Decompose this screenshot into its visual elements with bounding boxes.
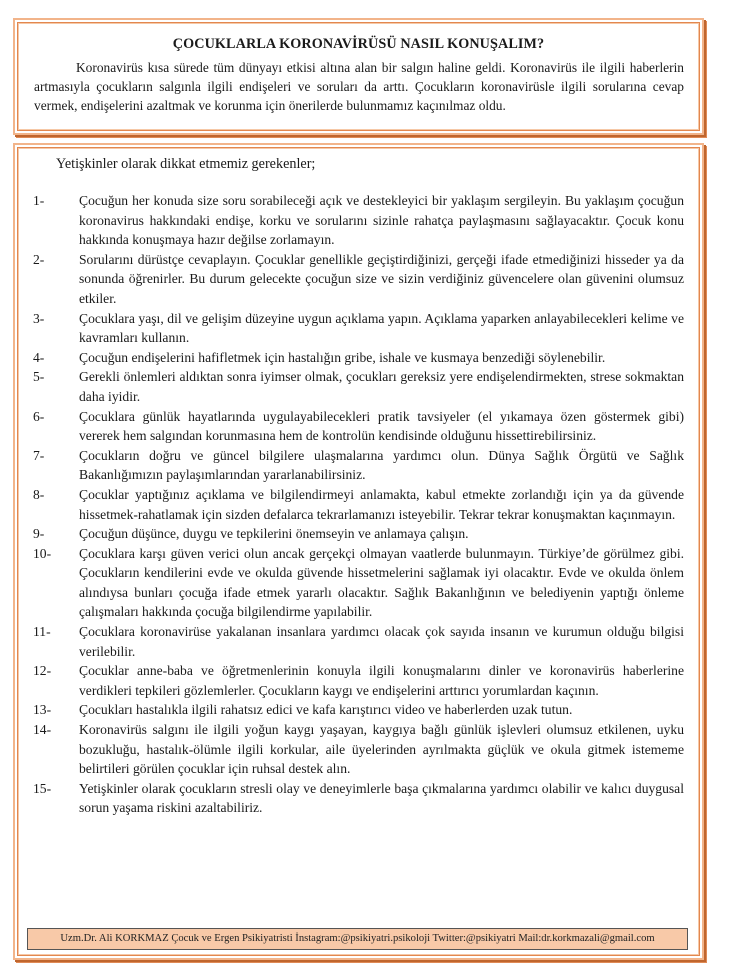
list-item (23, 250, 684, 309)
item-text: Çocuklara karşı güven verici olun ancak gerçekçi olmayan vaatlerde bulunmayın. Türkiye’de görülmez gibi. Çocukların kendilerini evde ve okulda güvende hissetmelerini sağlamak iyi olacaktır. Evde ve okulda önlem alındıysa bunları çocuğa ifade etmek yararlı olacaktır. Sağlık Bakanlığının ve belediyenin yaptığı önleme çalışmaları hakkında çocuğa bilgilendirme yapılabilir. (79, 545, 684, 620)
item-number: 6- (33, 408, 45, 424)
author-footer: Uzm.Dr. Ali KORKMAZ Çocuk ve Ergen Psikiyatristi İnstagram:@psikiyatri.psikoloji Twitter:@psikiyatri Mail:dr.korkmazali@gmail.com (27, 928, 688, 950)
guidelines-box (13, 143, 704, 960)
list-item (23, 622, 684, 661)
item-number: 14- (33, 722, 52, 738)
item-text: Çocuklara günlük hayatlarında uygulayabilecekleri pratik tavsiyeler (el yıkamaya özen göstermek gibi) vererek hem salgından korunmasına hem de kontrolün kendisinde olduğunu hissettirebilirsiniz. (79, 408, 684, 444)
item-number: 1- (33, 193, 45, 208)
list-item (23, 367, 684, 406)
item-number: 10- (33, 545, 52, 561)
item-text: Çocuklara yaşı, dil ve gelişim düzeyine uygun açıklama yapın. Açıklama yaparken anlayabilecekleri kelime ve kavramları kullanın. (79, 310, 684, 346)
item-text: Çocuklar yaptığınız açıklama ve bilgilendirmeyi anlamakta, kabul etmekte zorlandığı için ya da güvende hissetmek-rahatlamak için sizden defalarca tekrarlamanızı isteyebilir. Tekrar tekrar konuşmaktan kaçınmayın. (79, 486, 684, 522)
item-number: 2- (33, 251, 45, 267)
section-heading: Yetişkinler olarak dikkat etmemiz gerekenler; (56, 156, 316, 172)
item-text: Çocuklar anne-baba ve öğretmenlerinin konuyla ilgili konuşmalarını dinler ve koronavirüs haberlerine verdikleri tepkileri gözlemlerler. Çocukların kaygı ve endişelerini arttırıcı yorumlardan kaçının. (79, 663, 684, 698)
item-number: 13- (33, 702, 52, 718)
list-item (23, 191, 684, 250)
list-item (23, 485, 684, 524)
intro-paragraph: Koronavirüs kısa sürede tüm dünyayı etkisi altına alan bir salgın haline geldi. Koronavirüs ile ilgili haberlerin artmasıyla çocukların salgınla ilgili endişeleri ve soruları da arttı. Çocukların koronavirüsle ilgili sorularına cevap vermek, endişelerini azaltmak ve korunma için önerilerde bulunmamız kaçınılmaz oldu. (34, 60, 684, 113)
guidelines-list (23, 191, 684, 818)
item-text: Çocuklara koronavirüse yakalanan insanlara yardımcı olacak çok sayıda insanın ve kurumun olduğu bilgisi verilebilir. (79, 624, 684, 659)
intro-box (13, 18, 704, 135)
item-text: Yetişkinler olarak çocukların stresli olay ve deneyimlerle başa çıkmalarına yardımcı olabilir ve kalıcı duygusal sorun yaşama riskini azaltabiliriz. (79, 780, 684, 816)
item-number: 15- (33, 780, 52, 796)
item-text: Çocuğun her konuda size soru sorabileceği açık ve destekleyici bir yaklaşım sergileyin. Bu yaklaşım çocuğun koronavirus hakkındaki endişe, korku ve sorularını sizinle rahatça paylaşmasını sağlayacaktır. Çocuk konu hakkında konuşmaya hazır değilse zorlamayın. (79, 193, 684, 248)
item-number: 7- (33, 447, 45, 463)
item-text: Çocukları hastalıkla ilgili rahatsız edici ve kafa karıştırıcı video ve haberlerden uzak tutun. (79, 702, 573, 718)
list-item (23, 661, 684, 700)
item-text: Çocukların doğru ve güncel bilgilere ulaşmalarına yardımcı olun. Dünya Sağlık Örgütü ve Sağlık Bakanlığımızın paylaşımlarından yararlanabilirsiniz. (79, 447, 684, 483)
list-item (23, 407, 684, 446)
item-number: 11- (33, 624, 51, 640)
list-item (23, 779, 684, 818)
item-number: 12- (33, 663, 52, 679)
item-number: 4- (33, 349, 45, 365)
item-number: 3- (33, 310, 45, 326)
list-item (23, 309, 684, 348)
item-text: Çocuğun endişelerini hafifletmek için hastalığın gribe, ishale ve kusmaya benzediği söylenebilir. (79, 349, 606, 365)
list-item (23, 348, 684, 368)
item-text: Koronavirüs salgını ile ilgili yoğun kaygı yaşayan, kaygıya bağlı günlük işlevleri olumsuz etkilenen, uyku bozukluğu, hastalık-ölümle ilgili korkular, aile üyelerinden ayrılmakta güçlük ve okula gitmek istememe belirtileri görülen çocuklar için ruhsal destek alın. (79, 722, 684, 777)
item-text: Gerekli önlemleri aldıktan sonra iyimser olmak, çocukları gereksiz yere endişelendirmekten, strese sokmaktan daha iyidir. (79, 369, 684, 404)
list-item (23, 544, 684, 622)
page-title: ÇOCUKLARLA KORONAVİRÜSÜ NASIL KONUŞALIM? (172, 36, 545, 52)
list-item (23, 524, 684, 544)
item-text: Çocuğun düşünce, duygu ve tepkilerini önemseyin ve anlamaya çalışın. (79, 526, 469, 542)
item-text: Sorularını dürüstçe cevaplayın. Çocuklar genellikle geçiştirdiğinizi, gerçeği ifade etmediğinizi hisseder ya da sonunda öğrenirler. Bu durum gelecekte çocuğun size ve sizin verdiğiniz güvencelere olan güvenini olumsuz etkiler. (79, 251, 684, 306)
item-number: 5- (33, 369, 45, 385)
item-number: 8- (33, 486, 45, 502)
list-item (23, 700, 684, 720)
list-item (23, 720, 684, 779)
list-item (23, 446, 684, 485)
item-number: 9- (33, 526, 45, 542)
